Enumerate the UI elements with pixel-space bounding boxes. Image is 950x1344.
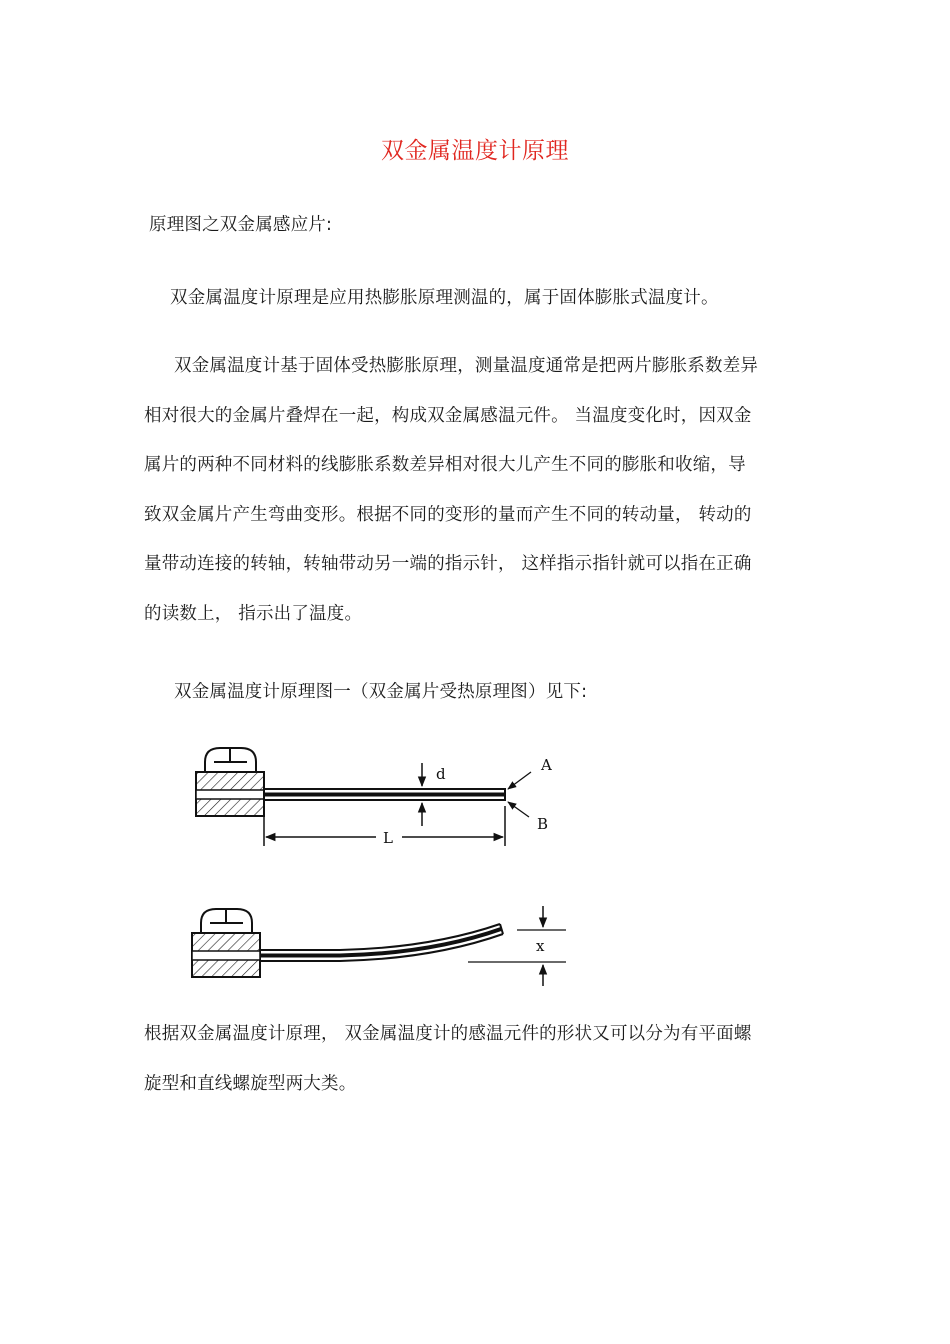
body-line: 属片的两种不同材料的线膨胀系数差异相对很大儿产生不同的膨胀和收缩，导 xyxy=(144,455,746,476)
label-d: d xyxy=(436,765,446,783)
body-line: 量带动连接的转轴，转轴带动另一端的指示针， 这样指示指针就可以指在正确 xyxy=(144,554,752,575)
page-title: 双金属温度计原理 xyxy=(381,138,569,164)
bent-strip-figure xyxy=(192,906,566,986)
closing-line: 根据双金属温度计原理， 双金属温度计的感温元件的形状又可以分为有平面螺 xyxy=(144,1024,752,1044)
closing-line: 旋型和直线螺旋型两大类。 xyxy=(144,1073,357,1094)
label-l: L xyxy=(383,829,393,847)
intro-paragraph: 双金属温度计原理是应用热膨胀原理测温的，属于固体膨胀式温度计。 xyxy=(170,288,719,308)
body-line: 的读数上， 指示出了温度。 xyxy=(144,603,363,624)
figure-caption: 双金属温度计原理图一（双金属片受热原理图）见下: xyxy=(174,682,588,702)
closing-paragraph xyxy=(144,1010,824,1109)
label-b: B xyxy=(537,815,549,833)
subtitle: 原理图之双金属感应片: xyxy=(149,215,333,235)
straight-strip-figure xyxy=(196,748,552,847)
label-a: A xyxy=(541,756,552,774)
label-x: x xyxy=(536,937,545,955)
body-line: 相对很大的金属片叠焊在一起，构成双金属感温元件。 当温度变化时，因双金 xyxy=(144,405,752,426)
body-line: 双金属温度计基于固体受热膨胀原理，测量温度通常是把两片膨胀系数差异 xyxy=(174,356,759,376)
body-line: 致双金属片产生弯曲变形。根据不同的变形的量而产生不同的转动量， 转动的 xyxy=(144,504,752,525)
